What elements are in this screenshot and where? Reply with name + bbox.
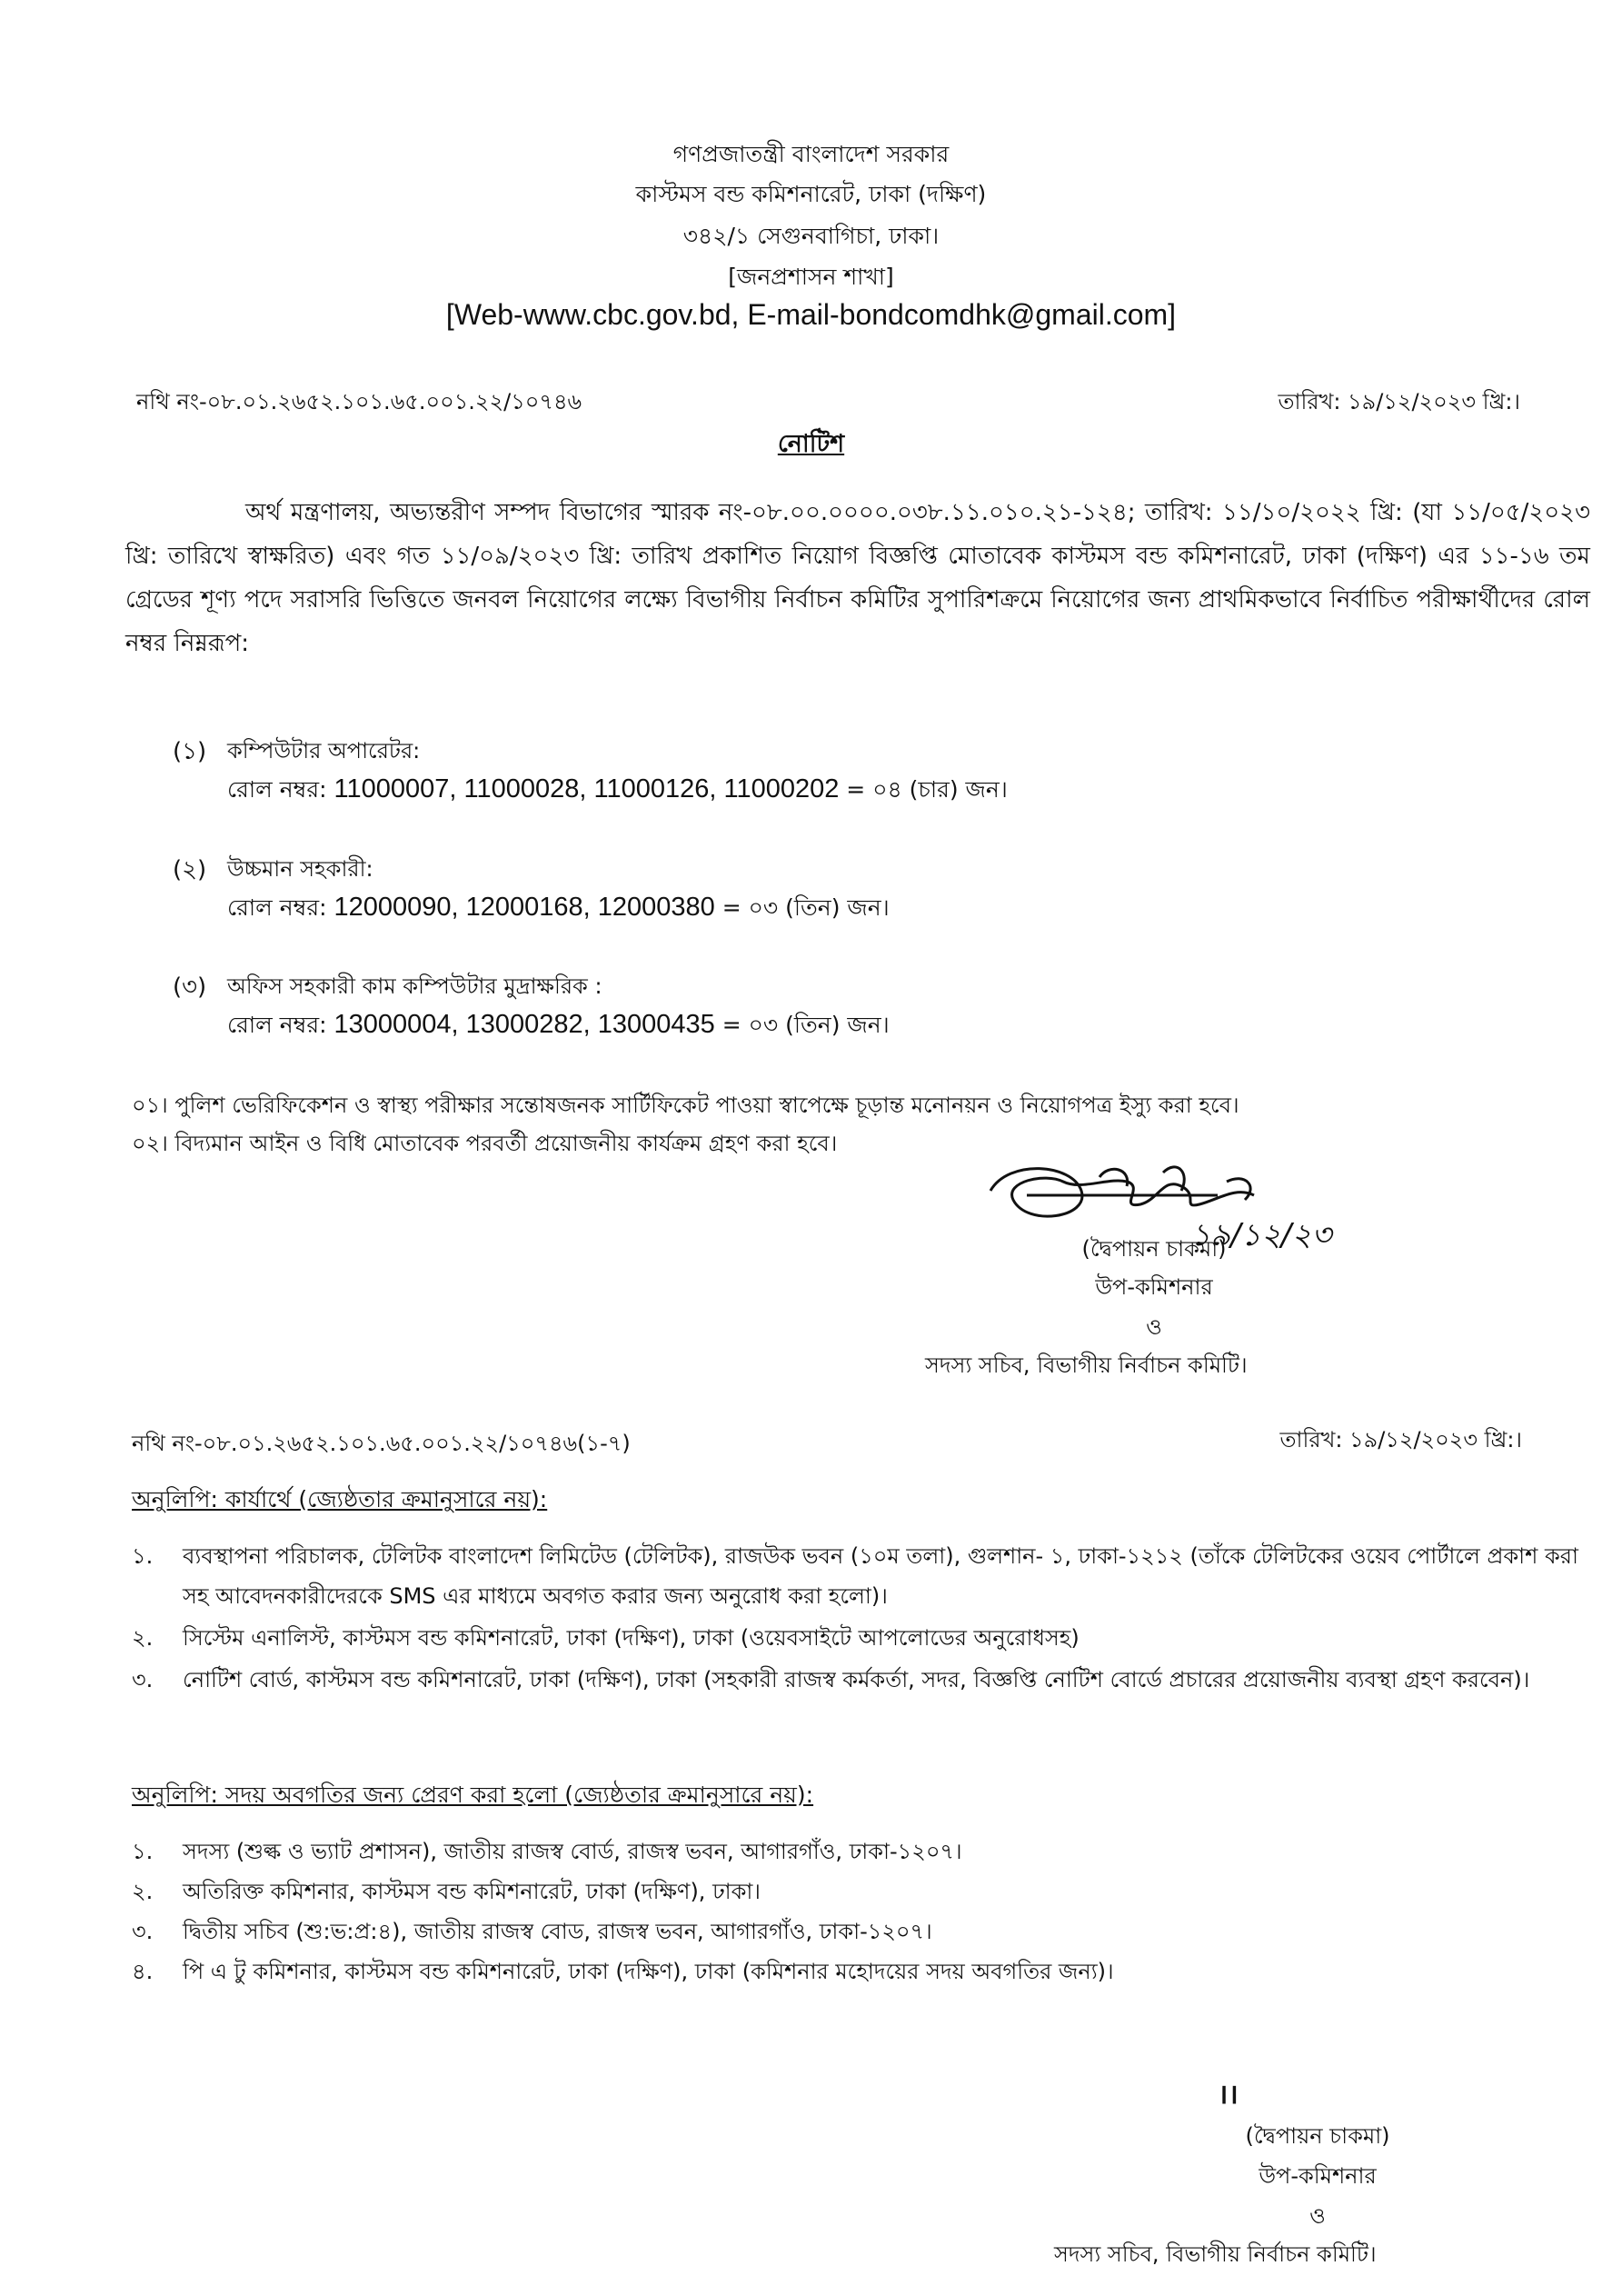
position-number: (২) xyxy=(173,856,207,883)
signatory-designation: উপ-কমিশনার xyxy=(1095,1274,1213,1300)
note-2: ০২। বিদ্যমান আইন ও বিধি মোতাবেক পরবর্তী প্রয়োজনীয় কার্যক্রম গ্রহণ করা হবে। xyxy=(132,1131,838,1156)
cc-info-heading: অনুলিপি: সদয় অবগতির জন্য প্রেরণ করা হলো (জ্যেষ্ঠতার ক্রমানুসারে নয়): xyxy=(132,1782,814,1808)
office-name: কাস্টমস বন্ড কমিশনারেট, ঢাকা (দক্ষিণ) xyxy=(635,181,987,207)
signatory2-conj: ও xyxy=(1309,2203,1326,2229)
govt-name: গণপ্রজাতন্ত্রী বাংলাদেশ সরকার xyxy=(672,141,950,167)
position-title: কম্পিউটার অপারেটর: xyxy=(227,738,421,764)
signatory2-designation: উপ-কমিশনার xyxy=(1259,2163,1377,2189)
roll-count: = ০৩ (তিন) জন। xyxy=(721,894,890,921)
memo-reference: নথি নং-০৮.০১.২৬৫২.১০১.৬৫.০০১.২২/১০৭৪৬ xyxy=(136,389,582,414)
list-item: ৩. দ্বিতীয় সচিব (শু:ভ:প্র:৪), জাতীয় রাজস্ব বোড, রাজস্ব ভবন, আগারগাঁও, ঢাকা-১২০৭। xyxy=(132,1919,932,1944)
list-item: ২. সিস্টেম এনালিস্ট, কাস্টমস বন্ড কমিশনারেট, ঢাকা (দক্ষিণ), ঢাকা (ওয়েবসাইটে আপলোডের অনুরোধসহ) xyxy=(132,1625,1080,1651)
signatory-role: সদস্য সচিব, বিভাগীয় নির্বাচন কমিটি। xyxy=(925,1353,1248,1378)
roll-list xyxy=(227,890,890,929)
web-email-line: [Web-www.cbc.gov.bd, E-mail-bondcomdhk@gmail.com] xyxy=(445,298,1177,331)
position-number: (৩) xyxy=(173,973,207,1001)
roll-label: রোল নম্বর: xyxy=(227,894,327,921)
signatory-name: (দ্বৈপায়ন চাকমা) xyxy=(1081,1236,1227,1262)
list-item: ৪. পি এ টু কমিশনার, কাস্টমস বন্ড কমিশনারেট, ঢাকা (দক্ষিণ), ঢাকা (কমিশনার মহোদয়ের সদয় অবগতির জন্য)। xyxy=(132,1959,1114,1984)
roll-numbers: 12000090, 12000168, 12000380 xyxy=(333,893,715,922)
memo2-date: তারিখ: ১৯/১২/২০২৩ খ্রি:। xyxy=(1279,1427,1522,1452)
branch-name: [জনপ্রশাসন শাখা] xyxy=(728,264,894,290)
list-item: ১. ব্যবস্থাপনা পরিচালক, টেলিটক বাংলাদেশ লিমিটেড (টেলিটক), রাজউক ভবন (১০ম তলা), গুলশান- ১, ঢাকা-১২১২ (তাঁকে টেলিটকের ওয়েব পোর্টালে প্রকাশ করা সহ আবেদনকারীদেরকে SMS এর মাধ্যমে অবগত করার জন্য অনুরোধ করা হলো)। xyxy=(132,1543,1578,1609)
roll-count: = ০৩ (তিন) জন। xyxy=(721,1012,890,1038)
roll-label: রোল নম্বর: xyxy=(227,776,327,803)
notice-title: নোটিশ xyxy=(777,430,845,458)
roll-count: = ০৪ (চার) জন। xyxy=(846,776,1008,803)
position-number: (১) xyxy=(173,738,207,765)
roll-numbers: 13000004, 13000282, 13000435 xyxy=(333,1010,715,1039)
memo2-reference: নথি নং-০৮.০১.২৬৫২.১০১.৬৫.০০১.২২/১০৭৪৬(১-৭) xyxy=(132,1431,631,1456)
roll-list xyxy=(227,772,1008,811)
memo-date: তারিখ: ১৯/১২/২০২৩ খ্রি:। xyxy=(1278,389,1520,414)
notice-body xyxy=(125,491,1590,665)
note-1: ০১। পুলিশ ভেরিফিকেশন ও স্বাস্থ্য পরীক্ষার সন্তোষজনক সার্টিফিকেট পাওয়া স্বাপেক্ষে চূড়ান্ত মনোনয়ন ও নিয়োগপত্র ইস্যু করা হবে। xyxy=(132,1093,1239,1118)
list-item: ২. অতিরিক্ত কমিশনার, কাস্টমস বন্ড কমিশনারেট, ঢাকা (দক্ষিণ), ঢাকা। xyxy=(132,1879,761,1904)
roll-numbers: 11000007, 11000028, 11000126, 11000202 xyxy=(333,774,840,804)
office-address: ৩৪২/১ সেগুনবাগিচা, ঢাকা। xyxy=(682,223,940,249)
signatory2-role: সদস্য সচিব, বিভাগীয় নির্বাচন কমিটি। xyxy=(1054,2241,1377,2267)
list-item: ৩. নোটিশ বোর্ড, কাস্টমস বন্ড কমিশনারেট, ঢাকা (দক্ষিণ), ঢাকা (সহকারী রাজস্ব কর্মকর্তা, সদর, বিজ্ঞপ্তি নোটিশ বোর্ডে প্রচারের প্রয়োজনীয় ব্যবস্থা গ্রহণ করবেন)। xyxy=(132,1667,1530,1692)
position-title: উচ্চমান সহকারী: xyxy=(227,856,373,882)
signature-marks: ।। xyxy=(1218,2079,1239,2111)
signatory2-name: (দ্বৈপায়ন চাকমা) xyxy=(1245,2123,1390,2149)
notice-body-text: অর্থ মন্ত্রণালয়, অভ্যন্তরীণ সম্পদ বিভাগের স্মারক নং-০৮.০০.০০০০.০৩৮.১১.০১০.২১-১২৪; তারিখ: ১১/১০/২০২২ খ্রি: (যা ১১/০৫/২০২৩ খ্রি: তারিখে স্বাক্ষরিত) এবং গত ১১/০৯/২০২৩ খ্রি: তারিখ প্রকাশিত নিয়োগ বিজ্ঞপ্তি মোতাবেক কাস্টমস বন্ড কমিশনারেট, ঢাকা (দক্ষিণ) এর ১১-১৬ তম গ্রেডের শূণ্য পদে সরাসরি ভিত্তিতে জনবল নিয়োগের লক্ষ্যে বিভাগীয় নির্বাচন কমিটির সুপারিশক্রমে নিয়োগের জন্য প্রাথমিকভাবে নির্বাচিত পরীক্ষার্থীদের রোল নম্বর নিম্নরূপ: xyxy=(125,499,1590,657)
signatory-conj: ও xyxy=(1146,1314,1162,1340)
roll-list xyxy=(227,1007,890,1046)
list-item: ১. সদস্য (শুল্ক ও ভ্যাট প্রশাসন), জাতীয় রাজস্ব বোর্ড, রাজস্ব ভবন, আগারগাঁও, ঢাকা-১২০৭। xyxy=(132,1839,962,1864)
signature-date: ১৯/১২/২৩ xyxy=(1190,1217,1332,1253)
roll-label: রোল নম্বর: xyxy=(227,1012,327,1038)
position-title: অফিস সহকারী কাম কম্পিউটার মুদ্রাক্ষরিক : xyxy=(227,973,602,999)
cc-action-heading: অনুলিপি: কার্যার্থে (জ্যেষ্ঠতার ক্রমানুসারে নয়): xyxy=(132,1486,548,1512)
